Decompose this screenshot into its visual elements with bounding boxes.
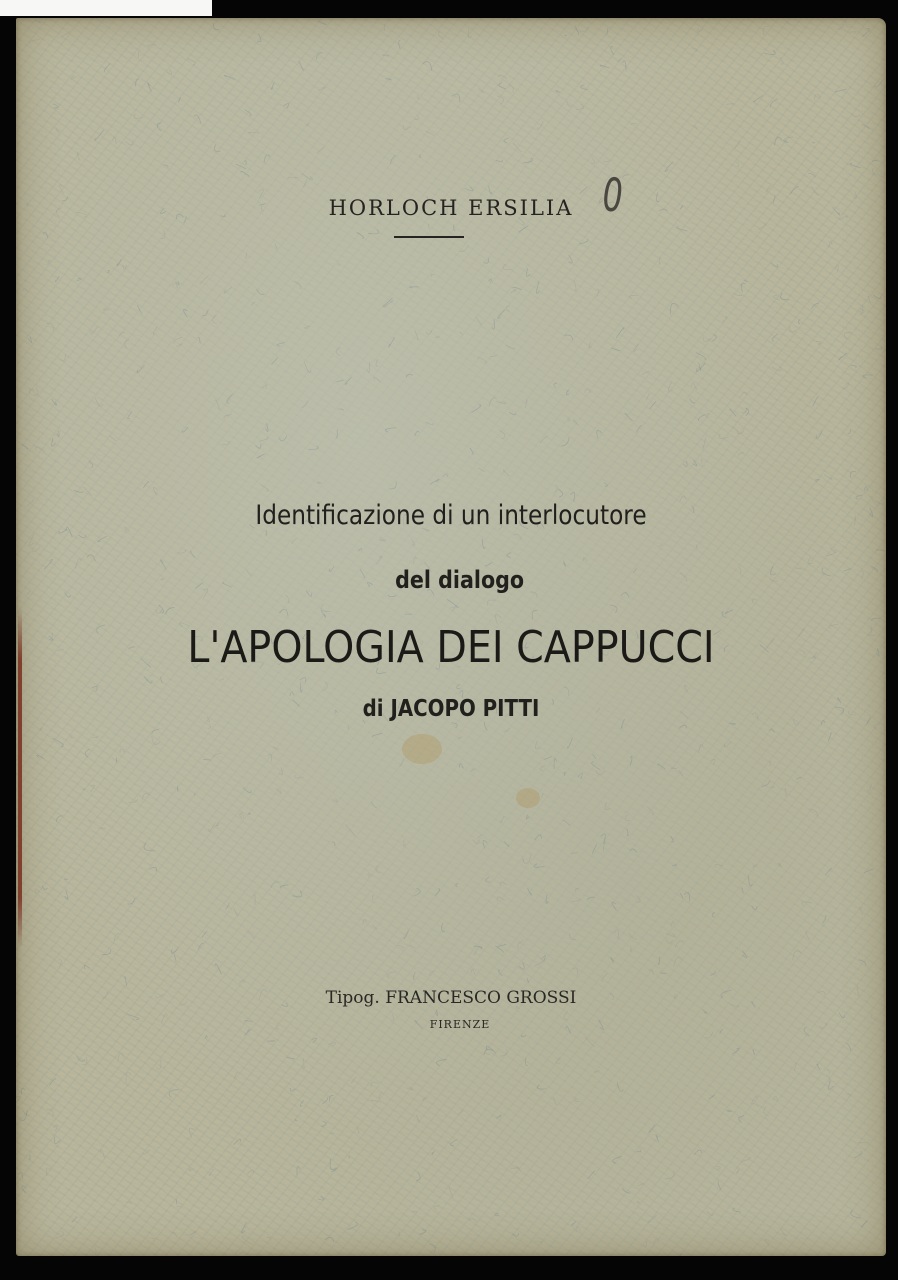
imprint-city: FIRENZE <box>429 1018 491 1031</box>
subtitle: Identificazione di un interlocutore <box>255 500 647 531</box>
dialog-line: del dialogo <box>395 566 525 594</box>
scan-edge-tab <box>0 0 212 16</box>
author-name: HORLOCH ERSILIA <box>328 196 574 220</box>
booklet-cover <box>16 18 886 1256</box>
byline: di JACOPO PITTI <box>362 696 540 722</box>
printer-imprint: Tipog. FRANCESCO GROSSI <box>325 988 577 1008</box>
author-underline <box>394 236 464 238</box>
paper-stain <box>402 734 442 764</box>
spine-binding-edge <box>18 608 22 948</box>
handwritten-mark: 0 <box>598 166 627 224</box>
main-title: L'APOLOGIA DEI CAPPUCCI <box>187 622 715 673</box>
paper-stain <box>516 788 540 808</box>
